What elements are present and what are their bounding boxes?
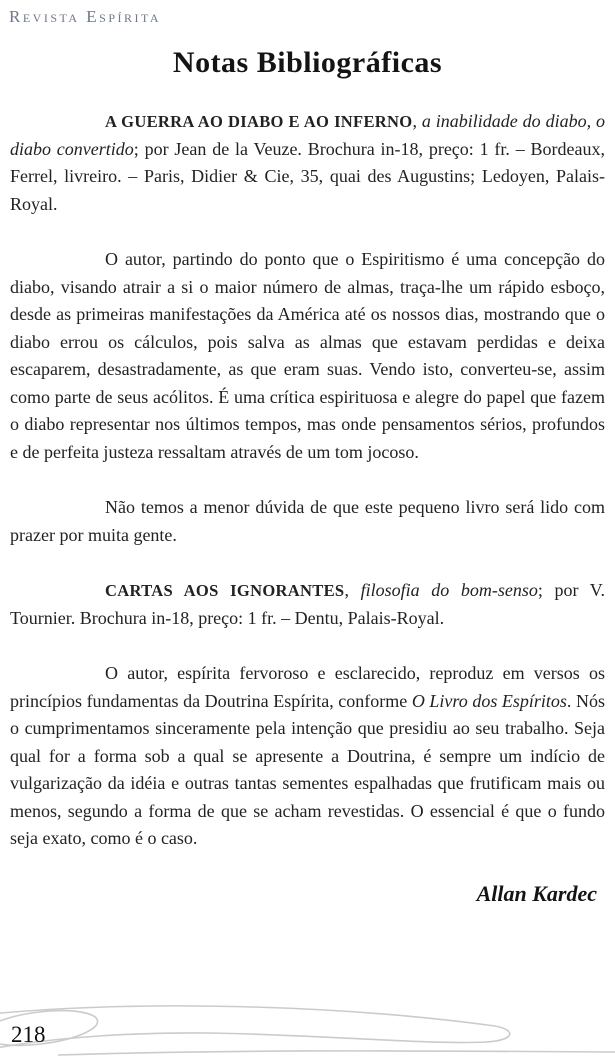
- page-footer: [0, 997, 615, 1059]
- running-head: Revista Espírita: [9, 7, 162, 26]
- text-run-normal: Não temos a menor dúvida de que este pequeno livro será lido com prazer por muita gente.: [10, 497, 605, 545]
- text-run-normal: O autor, espírita fervoroso e esclarecido, reproduz em versos os princípios fundamentas da Doutrina Espírita, conforme: [10, 663, 605, 711]
- paragraph: [10, 494, 605, 549]
- paragraph: [10, 108, 605, 218]
- paragraph: [10, 246, 605, 466]
- page-title: Notas Bibliográficas: [172, 46, 443, 79]
- author-signature: Allan Kardec: [476, 880, 597, 906]
- text-run-bold: CARTAS AOS IGNORANTES: [105, 581, 345, 600]
- text-run-normal: ,: [412, 111, 422, 131]
- text-run-normal: ; por Jean de la Veuze. Brochura in-18, preço: 1 fr. – Bordeaux, Ferrel, livreiro. – Paris, Didier & Cie, 35, quai des Augustins; Ledoyen, Palais-Royal.: [10, 138, 605, 214]
- swirl-strokes: [0, 1005, 615, 1055]
- text-run-normal: . Nós o cumprimentamos sinceramente pela intenção que presidiu ao seu trabalho. Seja qual for a forma sob a qual se apresente a Doutrina, é sempre um indício de vulgarização da idéia e outras tantas sementes espalhadas que frutificam mais ou menos, segundo a forma de que se acham revestidas. O essencial é que o fundo seja exato, como é o caso.: [10, 690, 605, 848]
- paragraph: [10, 577, 605, 632]
- text-run-normal: ; por V. Tournier. Brochura in-18, preço: 1 fr. – Dentu, Palais-Royal.: [10, 580, 605, 628]
- text-run-italic: O Livro dos Espíritos: [411, 690, 567, 711]
- text-run-italic: filosofia do bom-senso: [360, 580, 538, 600]
- paragraph: [10, 660, 605, 853]
- page-number: 218: [11, 1022, 46, 1047]
- text-run-italic: a inabilidade do diabo, o diabo convertido: [10, 111, 605, 159]
- footer-swirl-decoration: [0, 997, 615, 1059]
- text-run-normal: O autor, partindo do ponto que o Espiritismo é uma concepção do diabo, visando atrair a si o maior número de almas, traça-lhe um rápido esboço, desde as primeiras manifestações da América até os nossos dias, mostrando que o diabo errou os cálculos, pois salva as almas que estavam perdidas e deixa escaparem, desastradamente, as que eram suas. Vendo isto, converteu-se, assim como parte de seus acólitos. É uma crítica espirituosa e alegre do papel que fazem o diabo representar nos últimos tempos, mas onde pensamentos sérios, profundos e de perfeita justeza ressaltam através de um tom jocoso.: [10, 249, 605, 462]
- document-body: [10, 108, 605, 853]
- text-run-normal: ,: [344, 580, 361, 600]
- text-run-bold: A GUERRA AO DIABO E AO INFERNO: [105, 112, 413, 131]
